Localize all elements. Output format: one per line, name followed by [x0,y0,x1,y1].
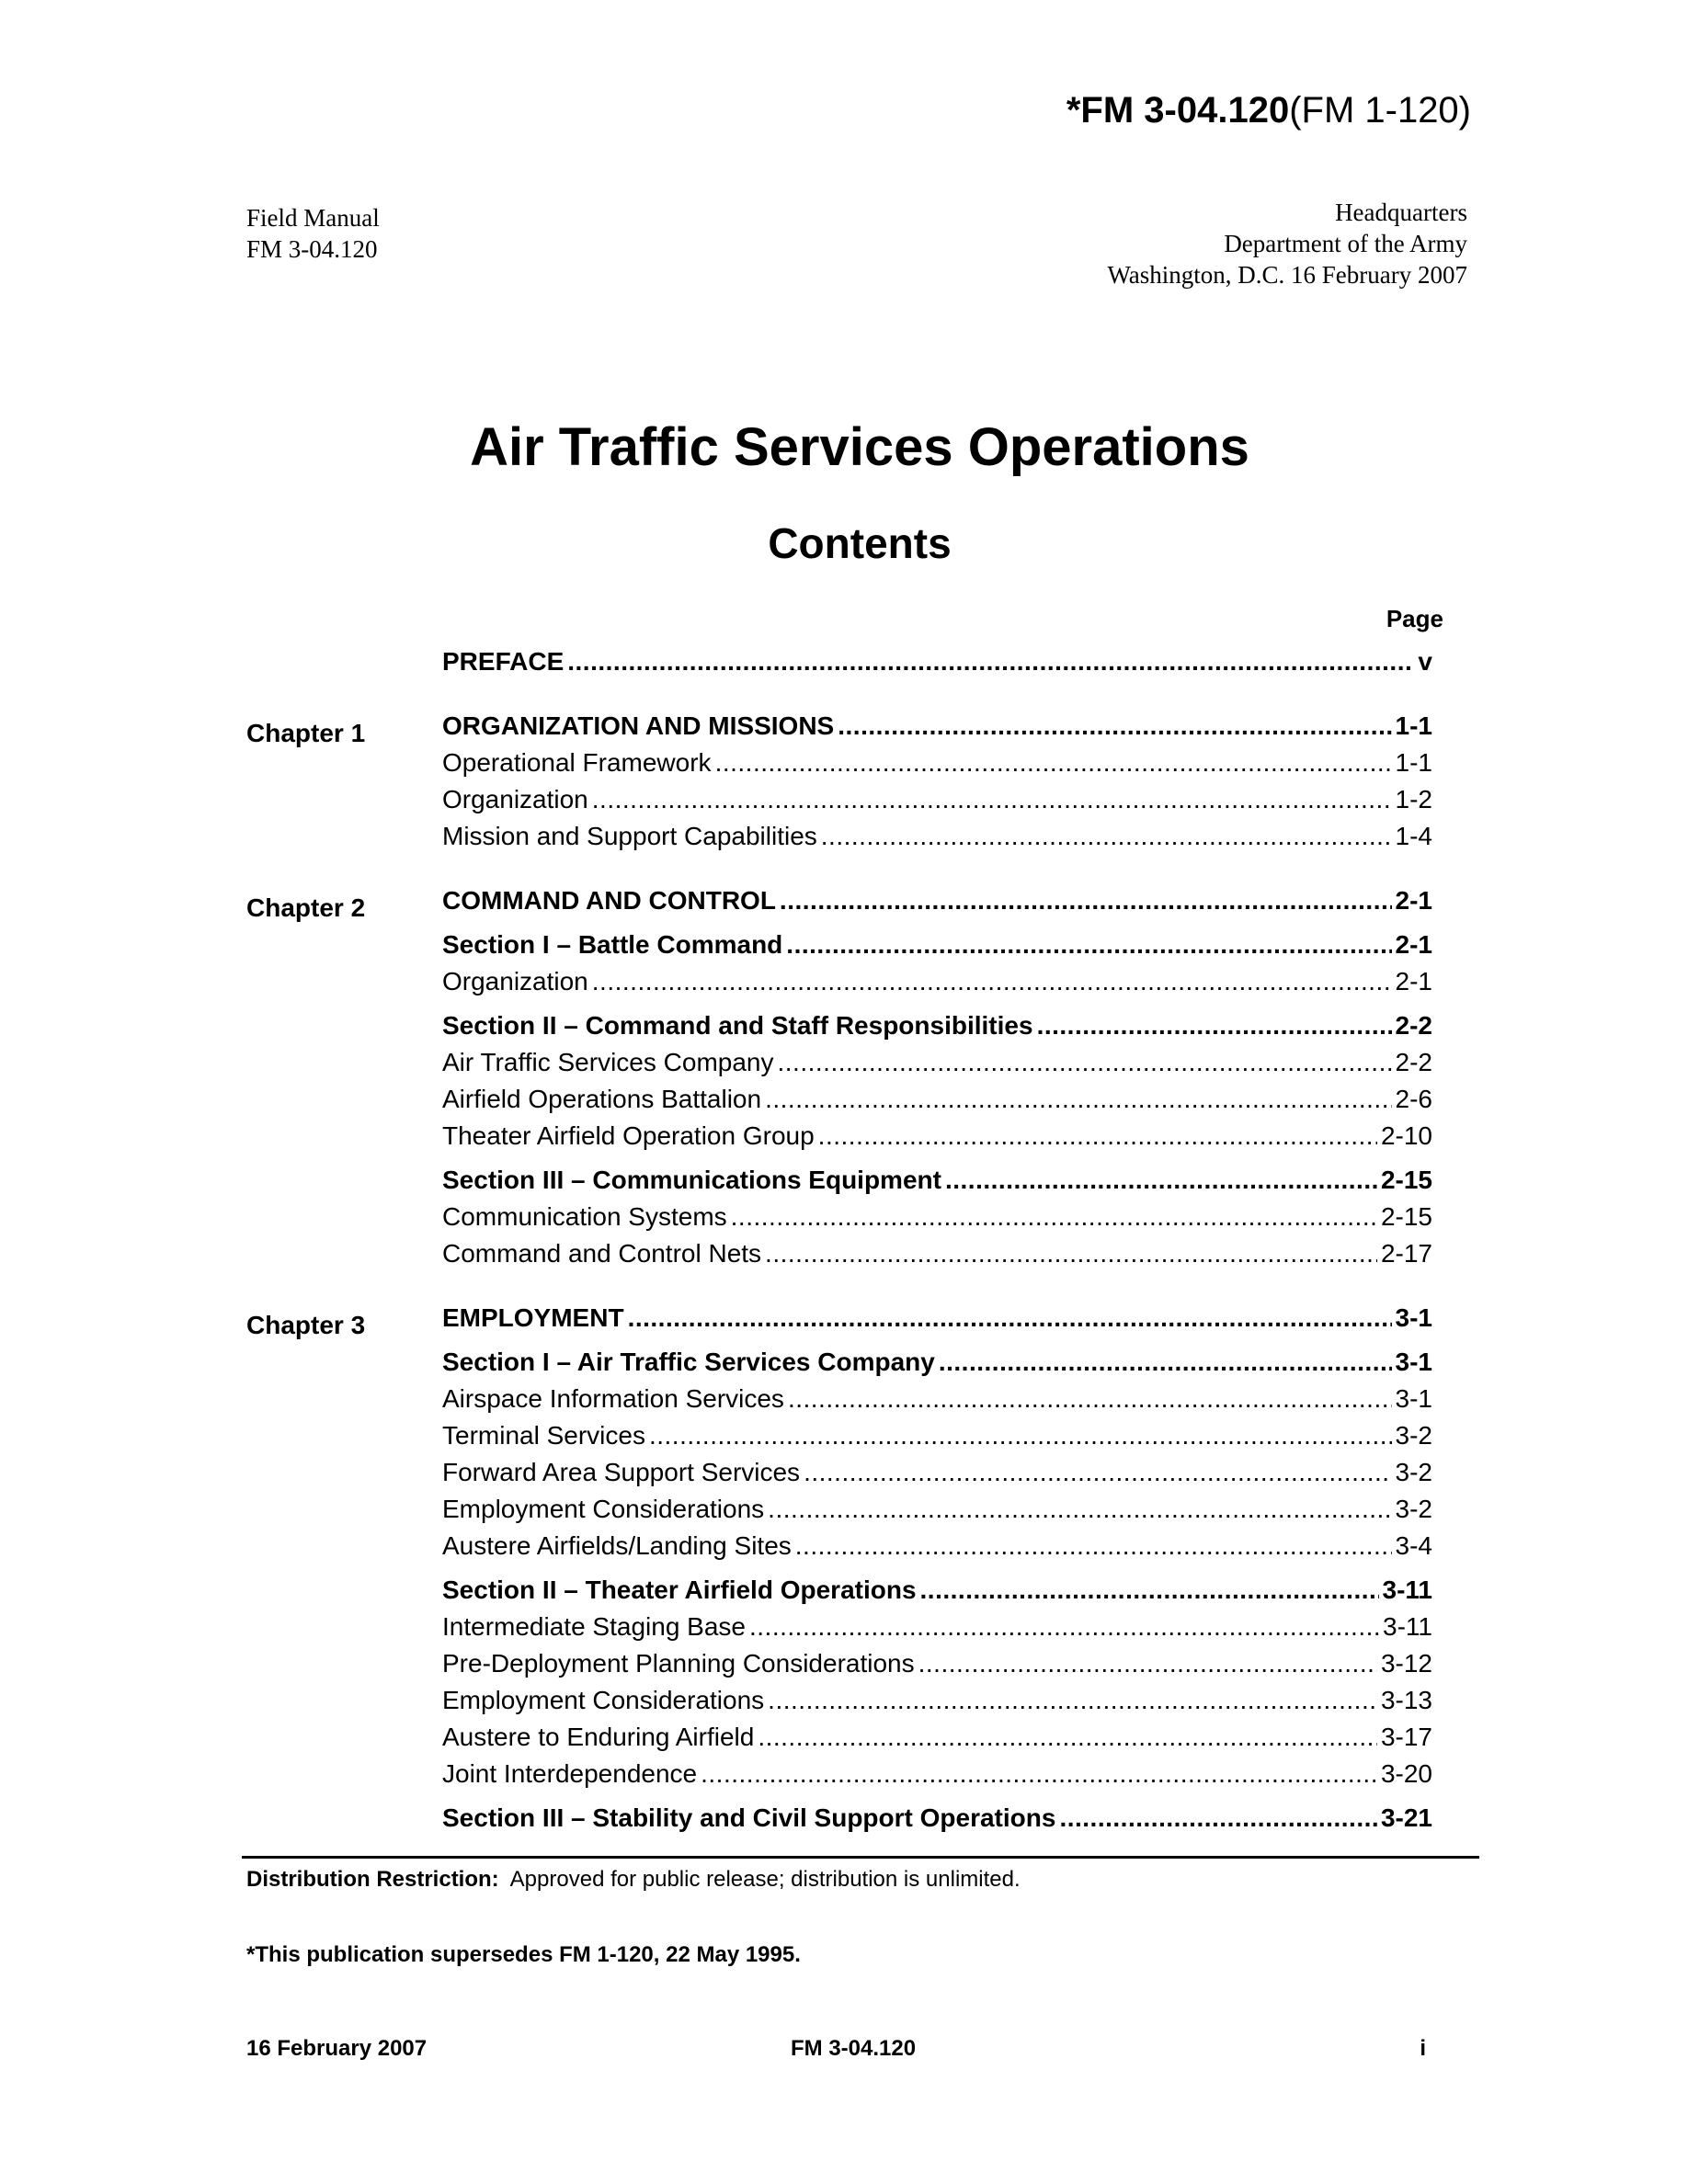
dot-leader [1037,1007,1392,1044]
toc-entry-title: Employment Considerations [442,1686,765,1714]
footer-document-number: FM 3-04.120 [791,2036,917,2061]
toc-entry-title: Communication Systems [442,1202,727,1231]
distribution-restriction [246,1864,1021,1895]
dot-leader [765,1081,1391,1118]
dot-leader [715,745,1392,781]
toc-group [246,1300,1432,1837]
table-of-contents [246,636,1432,1837]
toc-entry-title: COMMAND AND CONTROL [442,886,776,915]
toc-group [246,882,1432,1272]
toc-entries [442,643,1432,680]
dot-leader [804,1454,1391,1491]
toc-entries [442,708,1432,855]
dot-leader [788,1381,1392,1417]
toc-entry-title: Section I – Air Traffic Services Company [442,1348,935,1376]
dot-leader [749,1609,1379,1645]
toc-entry-page: 3-12 [1380,1649,1432,1678]
authority-line: Headquarters [1335,199,1467,226]
manual-type: Field Manual [246,204,380,232]
toc-entry-page: 3-11 [1382,1575,1432,1604]
authority-line: Washington, D.C. 16 February 2007 [1107,261,1467,289]
toc-heading-entry[interactable] [442,1162,1432,1199]
toc-entry[interactable] [442,1682,1432,1719]
toc-entry-page: 3-21 [1380,1803,1432,1832]
dot-leader [918,1645,1377,1682]
toc-entry-title: Intermediate Staging Base [442,1612,746,1641]
document-number-bold: *FM 3-04.120 [1066,90,1290,131]
toc-entry[interactable] [442,1381,1432,1417]
dot-leader [731,1199,1377,1235]
toc-entry-title: Organization [442,967,588,995]
toc-entry-title: Command and Control Nets [442,1239,762,1268]
toc-entries [442,882,1432,1272]
dot-leader [765,1235,1377,1272]
toc-entry[interactable] [442,1081,1432,1118]
toc-heading-entry[interactable] [442,1300,1432,1337]
toc-entry[interactable] [442,1417,1432,1454]
dot-leader [592,963,1392,1000]
dot-leader [701,1756,1377,1792]
distribution-label: Distribution Restriction: [246,1867,499,1892]
toc-entry-page: 2-1 [1395,967,1432,995]
toc-entry-title: Section I – Battle Command [442,930,783,959]
toc-entry[interactable] [442,1609,1432,1645]
toc-entries [442,1300,1432,1837]
toc-entry-page: 3-1 [1395,1348,1432,1376]
toc-entry[interactable] [442,1235,1432,1272]
toc-entry-page: 2-15 [1380,1202,1432,1231]
toc-entry-page: 2-17 [1380,1239,1432,1268]
toc-entry-title: Section III – Communications Equipment [442,1166,941,1194]
toc-entry-page: 3-17 [1380,1723,1432,1751]
toc-entry-page: 3-20 [1380,1759,1432,1788]
dot-leader [567,643,1414,680]
chapter-label: Chapter 1 [246,719,366,747]
toc-entry-page: 1-1 [1395,711,1432,740]
document-number-superseded: (FM 1-120) [1289,90,1471,131]
dot-leader [778,1044,1392,1081]
toc-heading-entry[interactable] [442,708,1432,745]
toc-entry-title: Mission and Support Capabilities [442,822,817,850]
toc-entry-title: Terminal Services [442,1421,645,1450]
toc-entry[interactable] [442,1645,1432,1682]
toc-entry[interactable] [442,1756,1432,1792]
footer-page-number: i [1420,2036,1426,2061]
toc-entry[interactable] [442,1044,1432,1081]
issuing-authority [1107,197,1467,290]
chapter-label: Chapter 2 [246,893,366,922]
toc-entry-page: 2-2 [1395,1048,1432,1076]
toc-entry[interactable] [442,963,1432,1000]
supersedes-note: *This publication supersedes FM 1-120, 22 May 1995. [246,1942,801,1967]
toc-entry[interactable] [442,818,1432,855]
dot-leader [838,708,1391,745]
chapter-label: Chapter 3 [246,1311,366,1339]
toc-entry-title: Austere Airfields/Landing Sites [442,1531,792,1560]
toc-entry-page: 3-4 [1395,1531,1432,1560]
toc-entry-title: Theater Airfield Operation Group [442,1121,815,1150]
toc-entry[interactable] [442,1528,1432,1564]
toc-entry-title: Austere to Enduring Airfield [442,1723,755,1751]
dot-leader [780,882,1392,919]
toc-entry-title: Air Traffic Services Company [442,1048,774,1076]
dot-leader [768,1682,1377,1719]
toc-entry-page: 3-2 [1395,1421,1432,1450]
toc-entry[interactable] [442,1118,1432,1155]
page-column-label: Page [1386,605,1443,632]
toc-entry-page: 2-1 [1395,930,1432,959]
toc-entry[interactable] [442,1491,1432,1528]
dot-leader [821,818,1392,855]
toc-entry-title: Airspace Information Services [442,1384,784,1413]
toc-entry[interactable] [442,745,1432,781]
toc-heading-entry[interactable] [442,1007,1432,1044]
toc-entry-page: 3-2 [1395,1495,1432,1523]
toc-entry-page: 3-1 [1395,1303,1432,1332]
toc-entry-page: 2-15 [1380,1166,1432,1194]
toc-entry[interactable] [442,781,1432,818]
toc-heading-entry[interactable] [442,927,1432,963]
toc-entry-title: Forward Area Support Services [442,1458,801,1486]
distribution-text: Approved for public release; distribution is unlimited. [509,1867,1021,1892]
dot-leader [592,781,1392,818]
toc-group [246,643,1432,680]
toc-entry-page: 3-13 [1380,1686,1432,1714]
dot-leader [818,1118,1377,1155]
divider [242,1856,1479,1859]
toc-entry-page: 2-6 [1395,1085,1432,1113]
toc-entry-title: Pre-Deployment Planning Considerations [442,1649,915,1678]
toc-group [246,708,1432,855]
toc-entry[interactable] [442,1454,1432,1491]
toc-entry-title: Section III – Stability and Civil Support Operations [442,1803,1056,1832]
dot-leader [628,1300,1392,1337]
toc-entry-title: Airfield Operations Battalion [442,1085,762,1113]
toc-heading-entry[interactable] [442,643,1432,680]
manual-number: FM 3-04.120 [246,235,378,263]
dot-leader [945,1162,1377,1199]
toc-entry-title: Section II – Theater Airfield Operations [442,1575,917,1604]
manual-designation [246,202,380,265]
toc-entry-page: 1-4 [1395,822,1432,850]
dot-leader [758,1719,1377,1756]
toc-heading-entry[interactable] [442,882,1432,919]
contents-heading: Contents [768,519,952,567]
toc-entry-page: 1-2 [1395,785,1432,813]
toc-entry-page: 1-1 [1395,748,1432,777]
toc-entry-page: v [1418,647,1432,676]
toc-entry-title: Section II – Command and Staff Responsibilities [442,1011,1033,1040]
toc-entry-page: 2-10 [1380,1121,1432,1150]
toc-entry-title: PREFACE [442,647,565,676]
toc-heading-entry[interactable] [442,1344,1432,1381]
toc-heading-entry[interactable] [442,1572,1432,1609]
toc-entry-title: Organization [442,785,588,813]
toc-entry-title: ORGANIZATION AND MISSIONS [442,711,835,740]
toc-entry-page: 2-1 [1395,886,1432,915]
authority-line: Department of the Army [1224,230,1467,257]
toc-entry-page: 2-2 [1395,1011,1432,1040]
toc-entry[interactable] [442,1199,1432,1235]
document-number [1066,92,1471,129]
dot-leader [1059,1800,1377,1837]
footer-date: 16 February 2007 [246,2036,428,2061]
toc-entry-title: Joint Interdependence [442,1759,698,1788]
dot-leader [786,927,1391,963]
dot-leader [939,1344,1392,1381]
toc-heading-entry[interactable] [442,1800,1432,1837]
toc-entry-title: Employment Considerations [442,1495,765,1523]
dot-leader [795,1528,1392,1564]
document-title: Air Traffic Services Operations [470,417,1249,477]
toc-entry-title: EMPLOYMENT [442,1303,624,1332]
dot-leader [920,1572,1379,1609]
dot-leader [649,1417,1392,1454]
toc-entry-title: Operational Framework [442,748,712,777]
toc-entry-page: 3-11 [1383,1612,1432,1641]
toc-entry-page: 3-1 [1395,1384,1432,1413]
dot-leader [768,1491,1391,1528]
toc-entry[interactable] [442,1719,1432,1756]
toc-entry-page: 3-2 [1395,1458,1432,1486]
